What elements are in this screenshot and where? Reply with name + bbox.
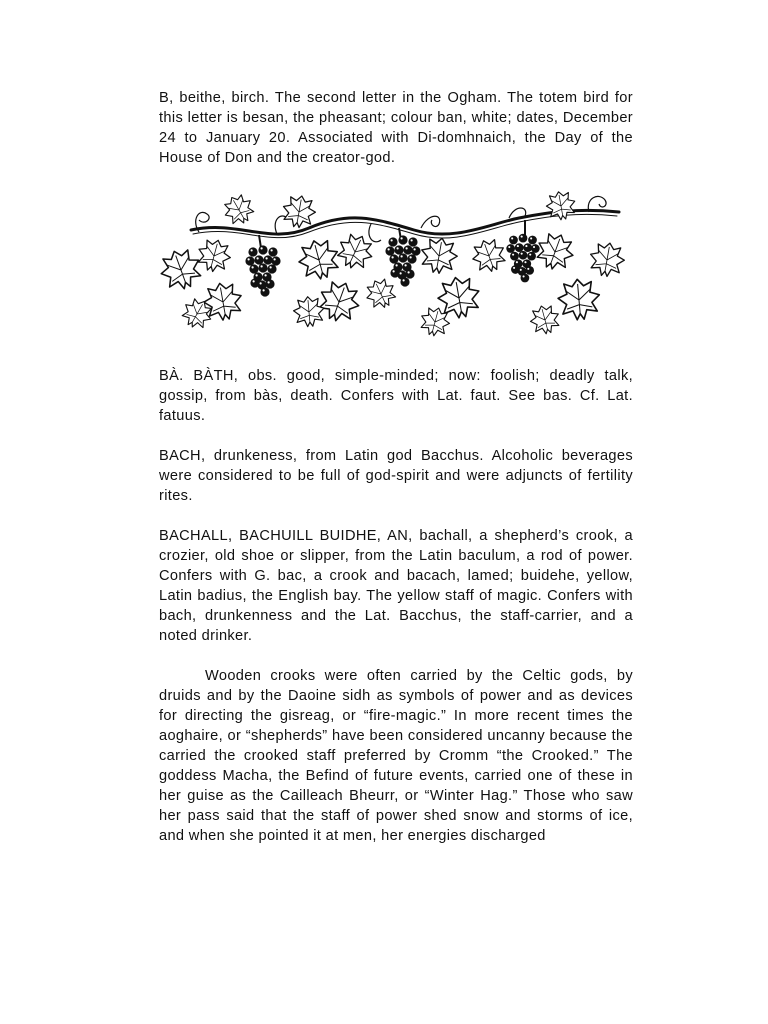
entry-ba-bath: BÀ. BÀTH, obs. good, simple-minded; now: foolish; deadly talk, gossip, from bàs, death. Confers with Lat. faut. See bas. Cf. Lat. fatuus. [159, 368, 633, 424]
document-page [159, 88, 633, 846]
entry-bach: BACH, drunkeness, from Latin god Bacchus. Alcoholic beverages were considered to be full of god-spirit and were adjuncts of fertility rites. [159, 448, 633, 504]
entry-bachall: BACHALL, BACHUILL BUIDHE, AN, bachall, a shepherd’s crook, a crozier, old shoe or slipper, from the Latin baculum, a rod of power. Confers with G. bac, a crook and bacach, lamed; buidehe, yellow, Latin badius, the English bay. The yellow staff of magic. Confers with bach, drunkenness and the Lat. Bacchus, the staff-carrier, and a noted drinker. [159, 528, 633, 644]
entry-b-beithe: B, beithe, birch. The second letter in the Ogham. The totem bird for this letter is besan, the pheasant; colour ban, white; dates, December 24 to January 20. Associated with Di-domhnaich, the Day of the House of Don and the creator-god. [159, 90, 633, 166]
grapevine-illustration [159, 190, 633, 342]
body-paragraph-wooden-crooks: Wooden crooks were often carried by the Celtic gods, by druids and by the Daoine sidh as symbols of power and as devices for directing the gisreag, or “fire-magic.” In more recent times the aoghaire, or “shepherds” have been considered uncanny because the carried the crooked staff preferred by Cromm “the Crooked.” The goddess Macha, the Befind of future events, carried one of these in her guise as the Cailleach Bheurr, or “Winter Hag.” Those who saw her pass said that the staff of power shed snow and storms of ice, and when she pointed it at men, her energies discharged [159, 668, 633, 844]
